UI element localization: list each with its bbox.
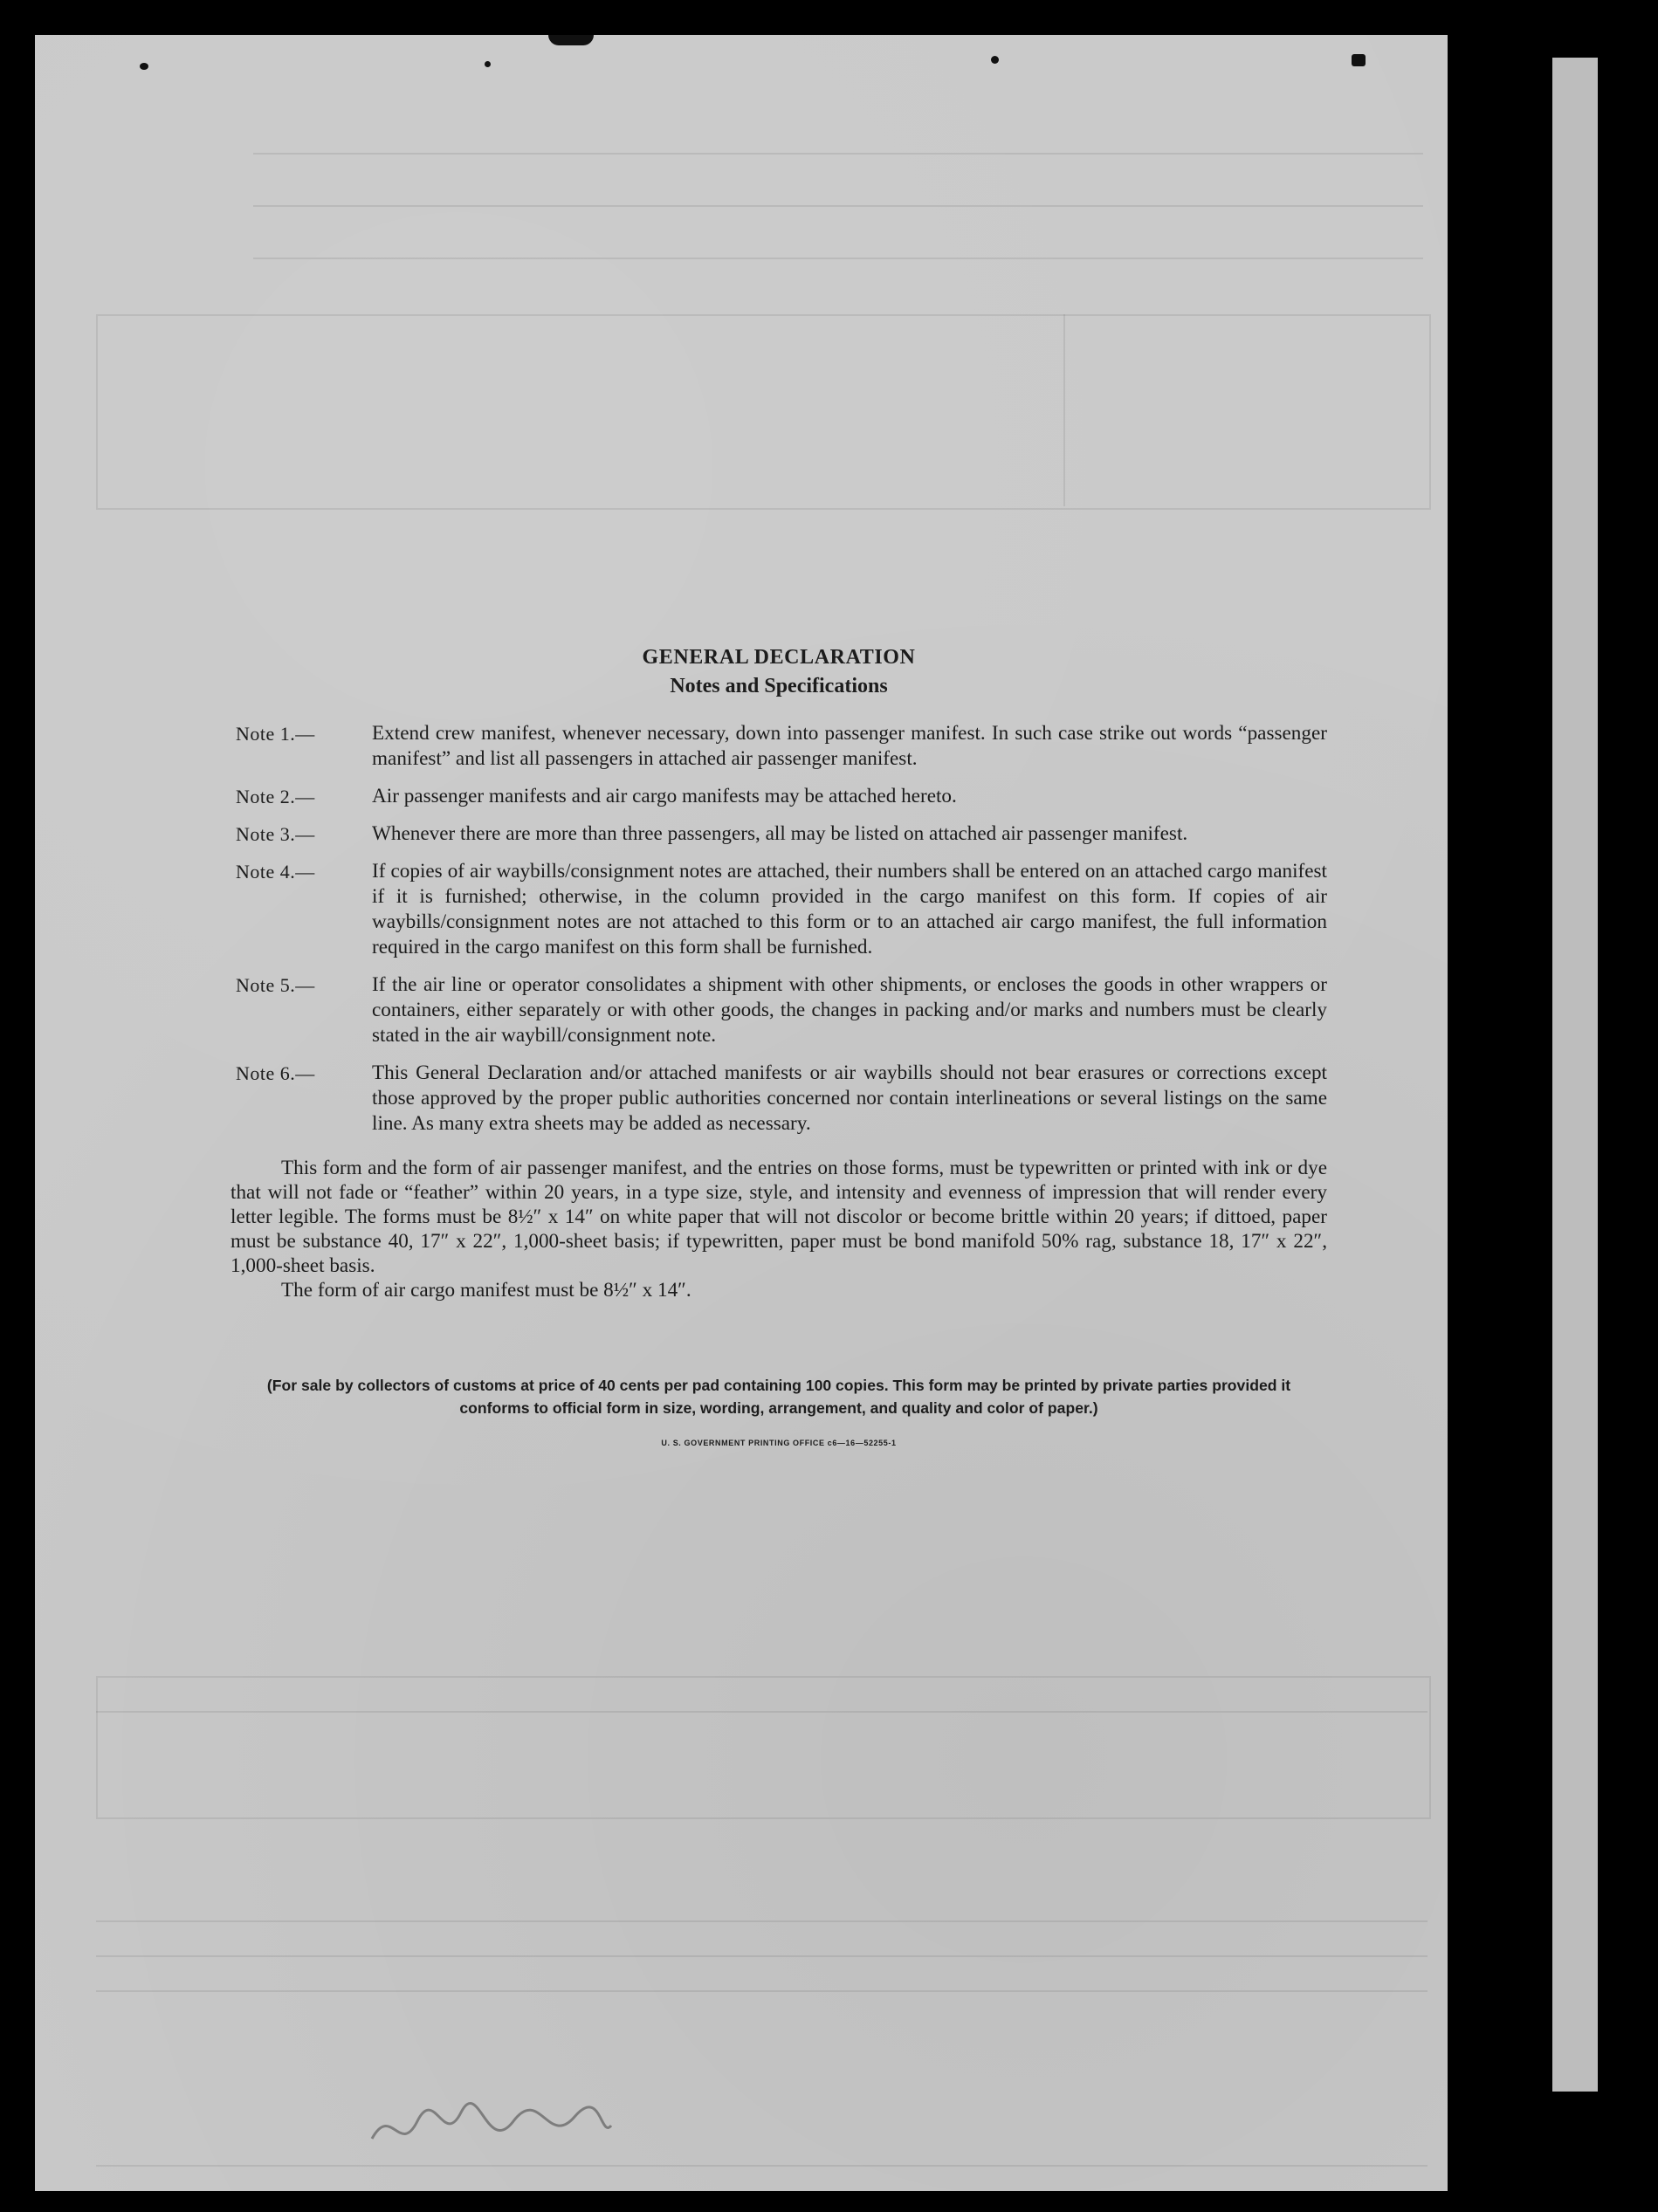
bleed-line	[96, 1920, 1428, 1922]
scanned-page	[35, 35, 1448, 2191]
adjacent-page-strip	[1552, 58, 1598, 2092]
sale-notice: (For sale by collectors of customs at price of 40 cents per pad containing 100 copies. This form may be printed by private parties provided it conforms to official form in size, wording, arrangement, and quality and color of paper.)	[266, 1377, 1291, 1417]
bleed-line	[253, 205, 1423, 207]
note-label: Note 6.—	[236, 1062, 315, 1084]
bleed-line	[96, 1955, 1428, 1957]
note-text: This General Declaration and/or attached manifests or air waybills should not bear erasures or corrections except those approved by the proper public authorities concerned nor contain interlineations or several listings on the same line. As many extra sheets may be added as necessary.	[372, 1061, 1327, 1135]
note-label: Note 4.—	[236, 861, 315, 883]
signature-scribble	[365, 2086, 618, 2165]
bleed-line	[253, 153, 1423, 155]
note-1	[230, 721, 1327, 772]
note-text: Whenever there are more than three passengers, all may be listed on attached air passenger manifest.	[372, 822, 1188, 845]
note-6	[230, 1061, 1327, 1137]
note-text: Extend crew manifest, whenever necessary, down into passenger manifest. In such case strike out words “passenger manifest” and list all passengers in attached air passenger manifest.	[372, 722, 1327, 770]
scan-speck	[991, 56, 999, 64]
note-2	[230, 784, 1327, 809]
note-4	[230, 859, 1327, 960]
note-3	[230, 821, 1327, 847]
bleed-line	[96, 1990, 1428, 1992]
scan-speck	[485, 61, 491, 67]
scan-speck	[1352, 54, 1366, 66]
bleed-line	[253, 258, 1423, 259]
scan-speck	[548, 35, 594, 45]
note-text: Air passenger manifests and air cargo manifests may be attached hereto.	[372, 785, 957, 807]
notes-and-specifications	[230, 637, 1327, 1447]
bleed-line	[96, 2165, 1428, 2167]
cargo-manifest-size-line: The form of air cargo manifest must be 8½″ x 14″.	[281, 1279, 691, 1302]
page-title: GENERAL DECLARATION	[642, 646, 916, 669]
bleed-cargo-box	[96, 1676, 1431, 1819]
note-label: Note 1.—	[236, 723, 315, 745]
printer-imprint: U. S. GOVERNMENT PRINTING OFFICE c6—16—52255-1	[661, 1439, 897, 1447]
note-label: Note 3.—	[236, 823, 315, 845]
note-text: If the air line or operator consolidates a shipment with other shipments, or encloses the goods in other wrappers or containers, either separately or with other goods, the changes in packing and/or marks and numbers must be clearly stated in the air waybill/consignment note.	[372, 973, 1327, 1047]
bleed-itinerary-box	[96, 314, 1431, 510]
scan-speck	[140, 63, 148, 70]
note-text: If copies of air waybills/consignment notes are attached, their numbers shall be entered on an attached cargo manifest if it is furnished; otherwise, in the column provided in the cargo manifest on this form. If copies of air waybills/consignment notes are not attached to this form or to an attached air cargo manifest, the full information required in the cargo manifest on this form shall be furnished.	[372, 860, 1327, 958]
page-subtitle: Notes and Specifications	[670, 675, 888, 697]
form-specification-paragraph: This form and the form of air passenger manifest, and the entries on those forms, must be typewritten or printed with ink or dye that will not fade or “feather” within 20 years, in a type size, style, and intensity and evenness of impression that will render every letter legible. The forms must be 8½″ x 14″ on white paper that will not discolor or become brittle within 20 years; if dittoed, paper must be substance 40, 17″ x 22″, 1,000-sheet basis; if typewritten, paper must be bond manifold 50% rag, substance 18, 17″ x 22″, 1,000-sheet basis.	[230, 1157, 1327, 1277]
note-label: Note 2.—	[236, 786, 315, 807]
note-5	[230, 972, 1327, 1048]
bleed-column-divider	[1063, 314, 1067, 506]
bleed-line	[96, 1711, 1428, 1713]
note-label: Note 5.—	[236, 974, 315, 996]
